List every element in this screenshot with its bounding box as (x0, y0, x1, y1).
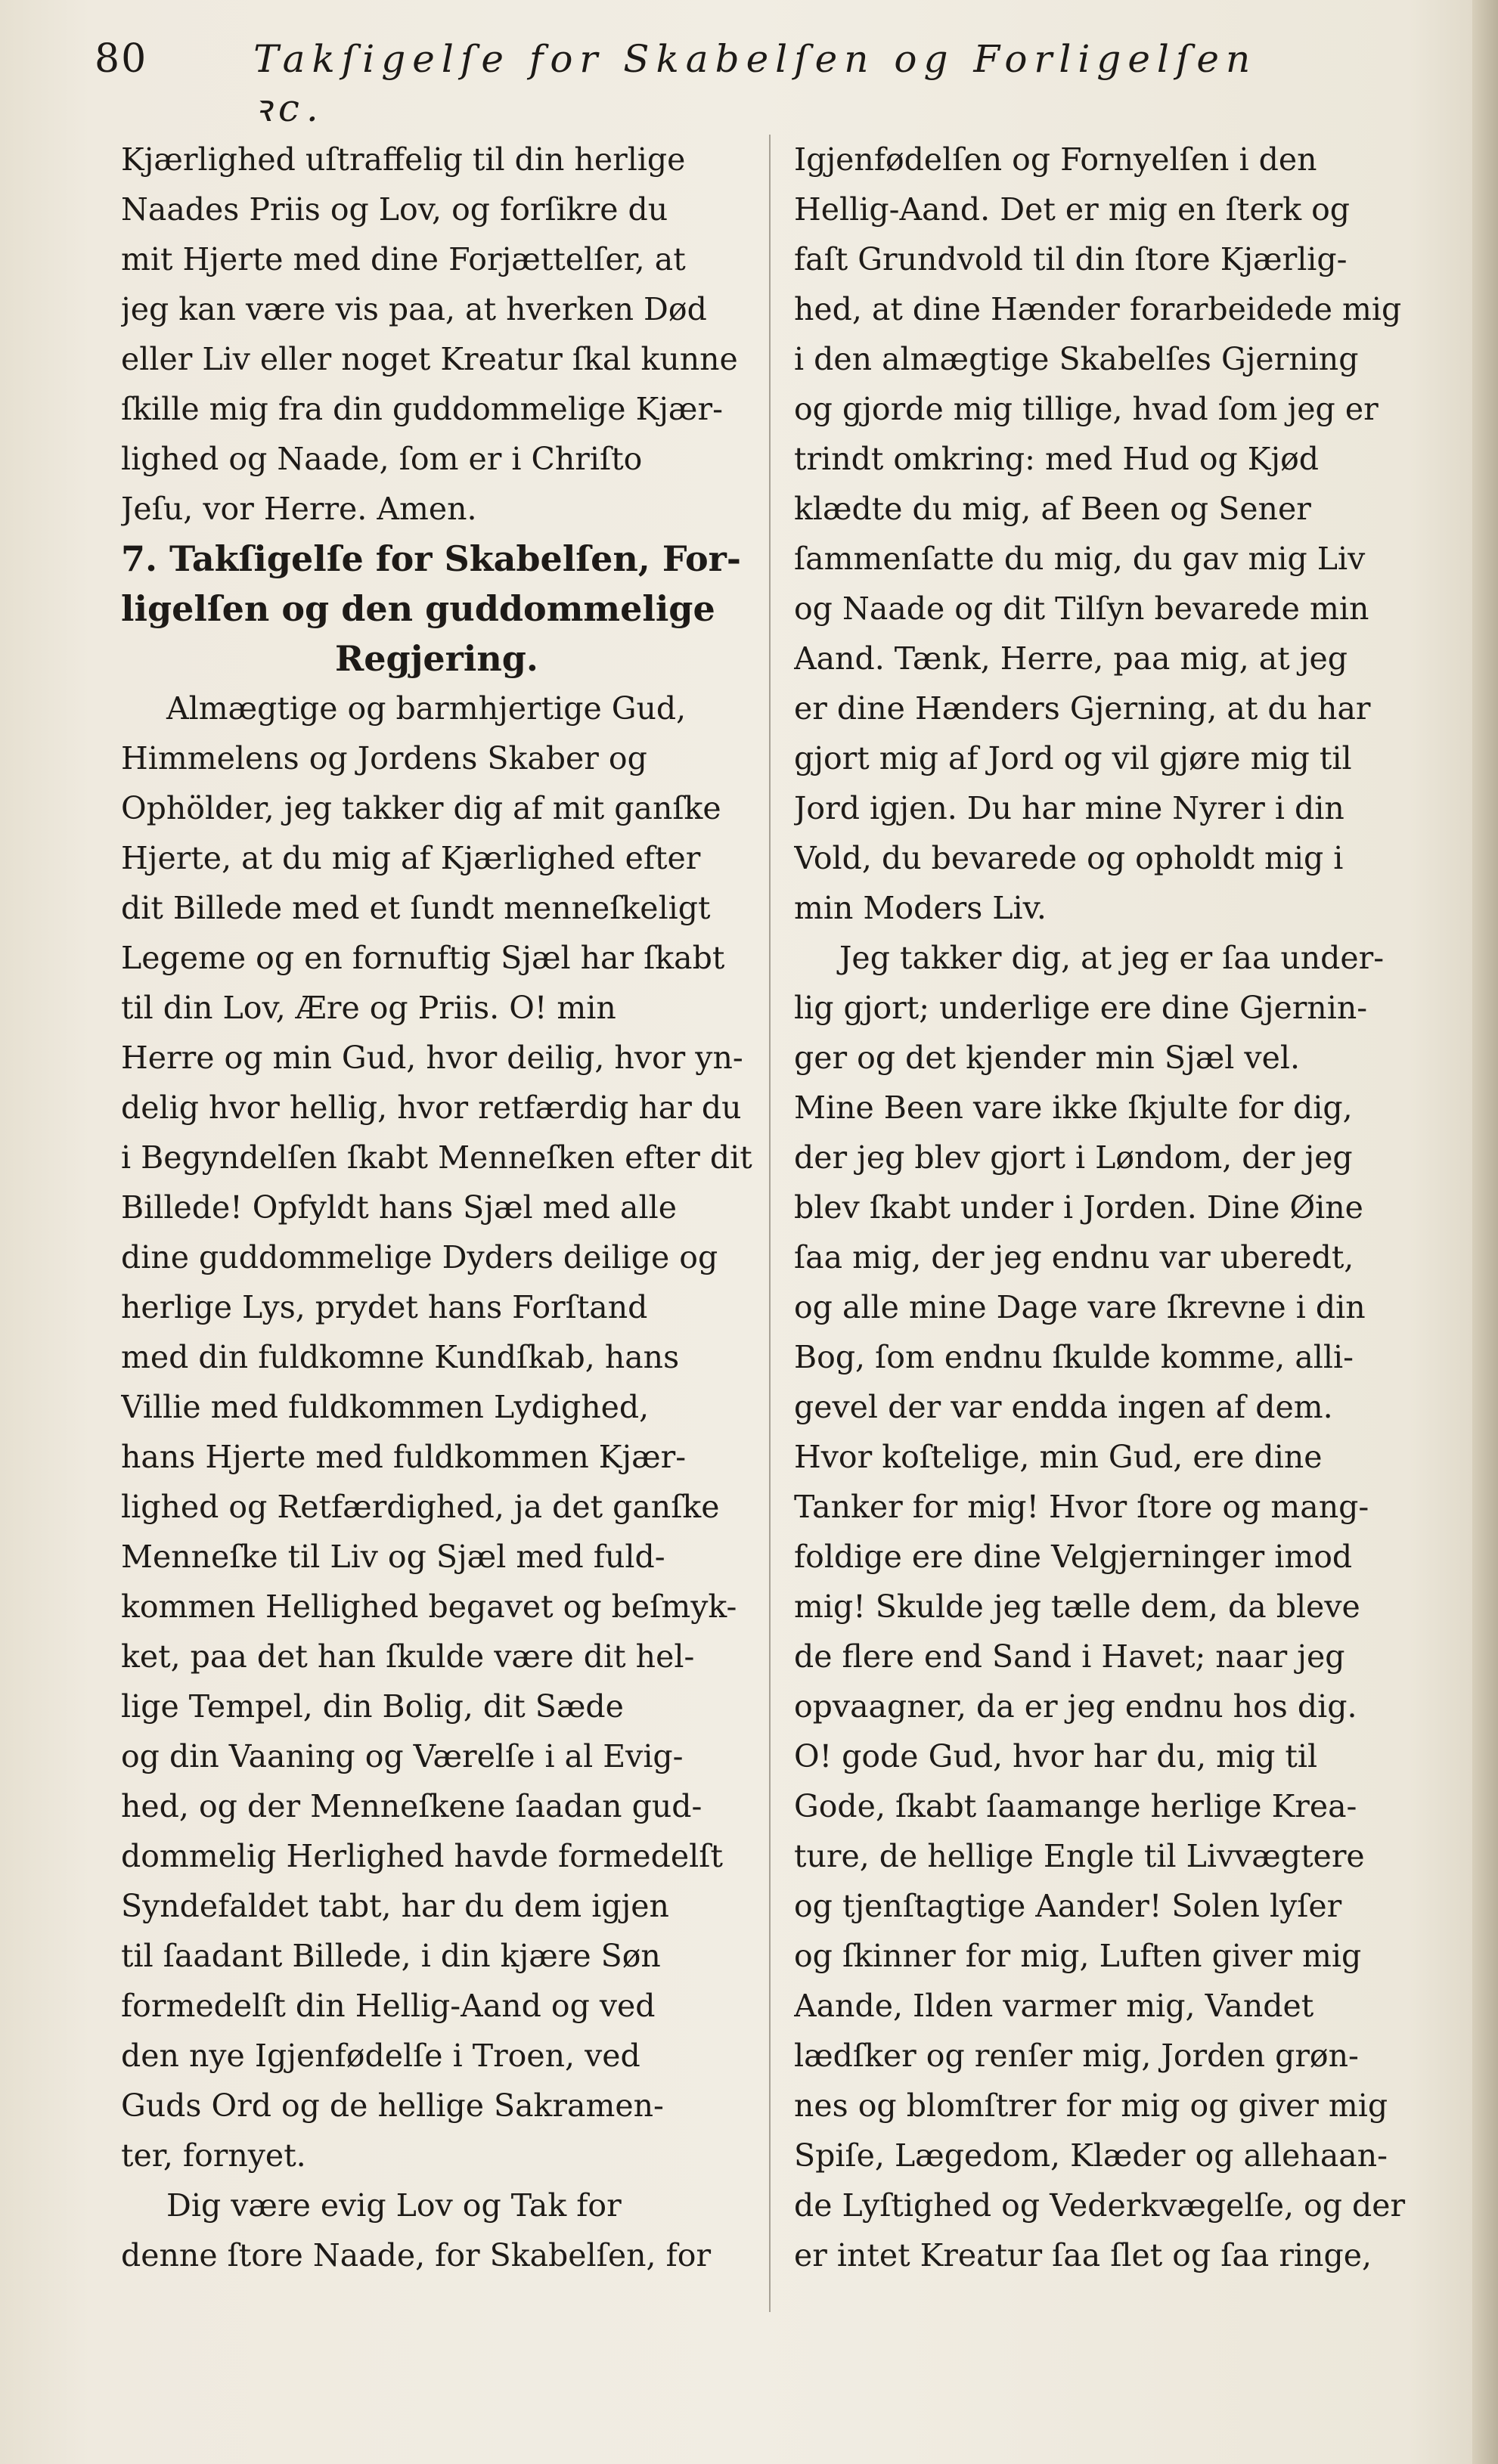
text-line: Herre og min Gud, hvor deilig, hvor yn- (121, 1040, 743, 1076)
text-line: Igjenfødelſen og Fornyelſen i den (794, 141, 1317, 178)
text-line: Mine Been vare ikke ſkjulte for dig, (794, 1089, 1353, 1126)
text-line: ſammenſatte du mig, du gav mig Liv (794, 541, 1366, 577)
running-title: Takſigelſe for Skabelſen og Forligelſen ꝛc. (253, 37, 1258, 130)
text-line: nes og blomſtrer for mig og giver mig (794, 2087, 1388, 2124)
text-line: Jord igjen. Du har mine Nyrer i din (794, 790, 1344, 826)
text-line: mit Hjerte med dine Forjættelſer, at (121, 241, 686, 277)
text-line: er dine Hænders Gjerning, at du har (794, 690, 1371, 727)
text-line: formedelſt din Hellig-Aand og ved (121, 1988, 656, 2024)
text-line: kommen Hellighed begavet og beſmyk- (121, 1588, 737, 1625)
text-line: opvaagner, da er jeg endnu hos dig. (794, 1688, 1357, 1725)
text-line: de Lyſtighed og Vederkvægelſe, og der (794, 2187, 1406, 2224)
text-line: lighed og Naade, ſom er i Chriſto (121, 441, 643, 477)
text-line: de flere end Sand i Havet; naar jeg (794, 1638, 1345, 1675)
page-edge-shadow (1472, 0, 1498, 2464)
text-line: denne ſtore Naade, for Skabelſen, for (121, 2237, 712, 2273)
text-line: Jeſu, vor Herre. Amen. (121, 491, 477, 527)
text-line: herlige Lys, prydet hans Forſtand (121, 1289, 648, 1325)
column-divider (769, 135, 771, 2312)
text-line: jeg kan være vis paa, at hverken Død (121, 291, 707, 327)
text-line: ger og det kjender min Sjæl vel. (794, 1040, 1300, 1076)
text-line: dit Billede med et ſundt menneſkeligt (121, 890, 711, 926)
text-line: ket, paa det han ſkulde være dit hel- (121, 1638, 695, 1675)
text-line: og alle mine Dage vare ſkrevne i din (794, 1289, 1366, 1325)
section-heading-line: 7. Takſigelſe for Skabelſen, For- (121, 538, 741, 579)
text-line: eller Liv eller noget Kreatur ſkal kunne (121, 341, 738, 377)
page-header (95, 36, 1335, 130)
text-line: Billede! Opfyldt hans Sjæl med alle (121, 1189, 677, 1226)
text-line: Menneſke til Liv og Sjæl med fuld- (121, 1539, 665, 1575)
text-line: ſaa mig, der jeg endnu var uberedt, (794, 1239, 1354, 1275)
page-number: 80 (95, 36, 148, 82)
text-line: Spiſe, Lægedom, Klæder og allehaan- (794, 2137, 1388, 2174)
text-line: delig hvor hellig, hvor retfærdig har du (121, 1089, 742, 1126)
text-line: den nye Igjenfødelſe i Troen, ved (121, 2038, 640, 2074)
text-line: Jeg takker dig, at jeg er ſaa under- (839, 940, 1385, 976)
text-line: og tjenſtagtige Aander! Solen lyſer (794, 1888, 1342, 1924)
text-line: hans Hjerte med fuldkommen Kjær- (121, 1439, 687, 1475)
text-line: dine guddommelige Dyders deilige og (121, 1239, 718, 1275)
right-column (794, 135, 1425, 2280)
text-line: Himmelens og Jordens Skaber og (121, 740, 647, 776)
text-line: Ophölder, jeg takker dig af mit ganſke (121, 790, 721, 826)
text-line: lighed og Retfærdighed, ja det ganſke (121, 1489, 720, 1525)
text-line: Bog, ſom endnu ſkulde komme, alli- (794, 1339, 1354, 1375)
text-line: lige Tempel, din Bolig, dit Sæde (121, 1688, 624, 1725)
text-line: Naades Priis og Lov, og forſikre du (121, 191, 668, 228)
text-line: til ſaadant Billede, i din kjære Søn (121, 1938, 661, 1974)
text-line: Aande, Ilden varmer mig, Vandet (794, 1988, 1314, 2024)
text-line: lig gjort; underlige ere dine Gjernin- (794, 990, 1368, 1026)
text-line: Hvor koſtelige, min Gud, ere dine (794, 1439, 1323, 1475)
text-line: der jeg blev gjort i Løndom, der jeg (794, 1139, 1353, 1176)
text-line: foldige ere dine Velgjerninger imod (794, 1539, 1353, 1575)
text-line: Kjærlighed uſtraffelig til din herlige (121, 141, 686, 178)
text-line: hed, og der Menneſkene ſaadan gud- (121, 1788, 702, 1824)
text-line: Tanker for mig! Hvor ſtore og mang- (794, 1489, 1369, 1525)
text-line: er intet Kreatur ſaa ſlet og ſaa ringe, (794, 2237, 1372, 2273)
section-heading-line: ligelſen og den guddommelige (121, 588, 715, 629)
text-line: i den almægtige Skabelſes Gjerning (794, 341, 1359, 377)
section-heading-line: Regjering. (335, 638, 538, 679)
text-line: Gode, ſkabt ſaamange herlige Krea- (794, 1788, 1357, 1824)
text-line: Villie med fuldkommen Lydighed, (121, 1389, 650, 1425)
text-line: gjort mig af Jord og vil gjøre mig til (794, 740, 1352, 776)
text-line: klædte du mig, af Been og Sener (794, 491, 1311, 527)
text-line: O! gode Gud, hvor har du, mig til (794, 1738, 1318, 1774)
text-line: Vold, du bevarede og opholdt mig i (794, 840, 1344, 876)
text-line: Hellig-Aand. Det er mig en ſterk og (794, 191, 1351, 228)
text-line: min Moders Liv. (794, 890, 1047, 926)
text-line: hed, at dine Hænder forarbeidede mig (794, 291, 1402, 327)
text-line: Aand. Tænk, Herre, paa mig, at jeg (794, 640, 1348, 677)
text-line: faſt Grundvold til din ſtore Kjærlig- (794, 241, 1348, 277)
text-line: Hjerte, at du mig af Kjærlighed efter (121, 840, 701, 876)
text-line: ture, de hellige Engle til Livvægtere (794, 1838, 1365, 1874)
text-line: og gjorde mig tillige, hvad ſom jeg er (794, 391, 1379, 427)
left-column (121, 135, 752, 2280)
text-line: trindt omkring: med Hud og Kjød (794, 441, 1320, 477)
text-line: gevel der var endda ingen af dem. (794, 1389, 1333, 1425)
text-line: og din Vaaning og Værelſe i al Evig- (121, 1738, 684, 1774)
text-line: dommelig Herlighed havde formedelſt (121, 1838, 723, 1874)
text-line: og ſkinner for mig, Luften giver mig (794, 1938, 1362, 1974)
text-line: i Begyndelſen ſkabt Menneſken efter dit (121, 1139, 752, 1176)
text-line: mig! Skulde jeg tælle dem, da bleve (794, 1588, 1360, 1625)
text-line: Legeme og en fornuftig Sjæl har ſkabt (121, 940, 725, 976)
text-line: Dig være evig Lov og Tak for (166, 2187, 622, 2224)
text-line: Guds Ord og de hellige Sakramen- (121, 2087, 664, 2124)
text-line: Syndefaldet tabt, har du dem igjen (121, 1888, 669, 1924)
text-line: til din Lov, Ære og Priis. O! min (121, 990, 616, 1026)
text-line: blev ſkabt under i Jorden. Dine Øine (794, 1189, 1363, 1226)
text-line: ſkille mig fra din guddommelige Kjær- (121, 391, 723, 427)
text-line: Almægtige og barmhjertige Gud, (166, 690, 687, 727)
text-line: med din fuldkomne Kundſkab, hans (121, 1339, 680, 1375)
text-line: ter, fornyet. (121, 2137, 306, 2174)
text-line: lædſker og renſer mig, Jorden grøn- (794, 2038, 1359, 2074)
text-line: og Naade og dit Tilſyn bevarede min (794, 590, 1369, 627)
